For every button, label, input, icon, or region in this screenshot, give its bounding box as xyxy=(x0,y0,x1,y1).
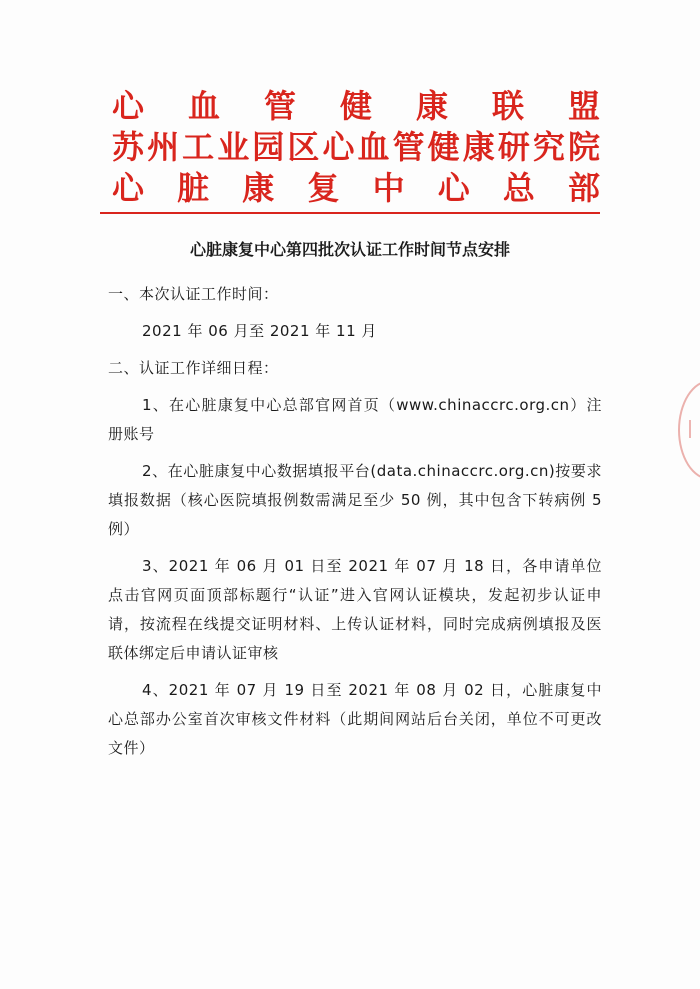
section-1-heading: 一、本次认证工作时间： xyxy=(108,285,279,303)
schedule-item-2: 2、在心脏康复中心数据填报平台(data.chinaccrc.org.cn)按要求填报数据（核心医院填报例数需满足至少 50 例，其中包含下转病例 5 例） xyxy=(108,462,602,538)
letterhead xyxy=(112,86,600,209)
document-title: 心脏康复中心第四批次认证工作时间节点安排 xyxy=(189,240,510,259)
section-2-heading: 二、认证工作详细日程： xyxy=(108,359,279,377)
schedule-item-3: 3、2021 年 06 月 01 日至 2021 年 07 月 18 日，各申请单位点击官网页面顶部标题行“认证”进入官网认证模块，发起初步认证申请，按流程在线提交证明材料、上传认证材料，同时完成病例填报及医联体绑定后申请认证审核 xyxy=(108,557,602,662)
seal-stamp-mark xyxy=(689,420,699,438)
section-1-time: 2021 年 06 月至 2021 年 11 月 xyxy=(142,322,377,340)
letterhead-line-1: 心 血 管 健 康 联 盟 xyxy=(112,87,600,125)
document-body xyxy=(108,280,602,771)
letterhead-line-2: 苏州工业园区心血管健康研究院 xyxy=(112,128,600,166)
schedule-item-1: 1、在心脏康复中心总部官网首页（www.chinaccrc.org.cn）注册账号 xyxy=(108,396,602,443)
schedule-item-4: 4、2021 年 07 月 19 日至 2021 年 08 月 02 日，心脏康复中心总部办公室首次审核文件材料（此期间网站后台关闭，单位不可更改文件） xyxy=(108,681,602,757)
letterhead-divider xyxy=(100,212,600,214)
letterhead-line-3: 心 脏 康 复 中 心 总 部 xyxy=(112,169,600,207)
